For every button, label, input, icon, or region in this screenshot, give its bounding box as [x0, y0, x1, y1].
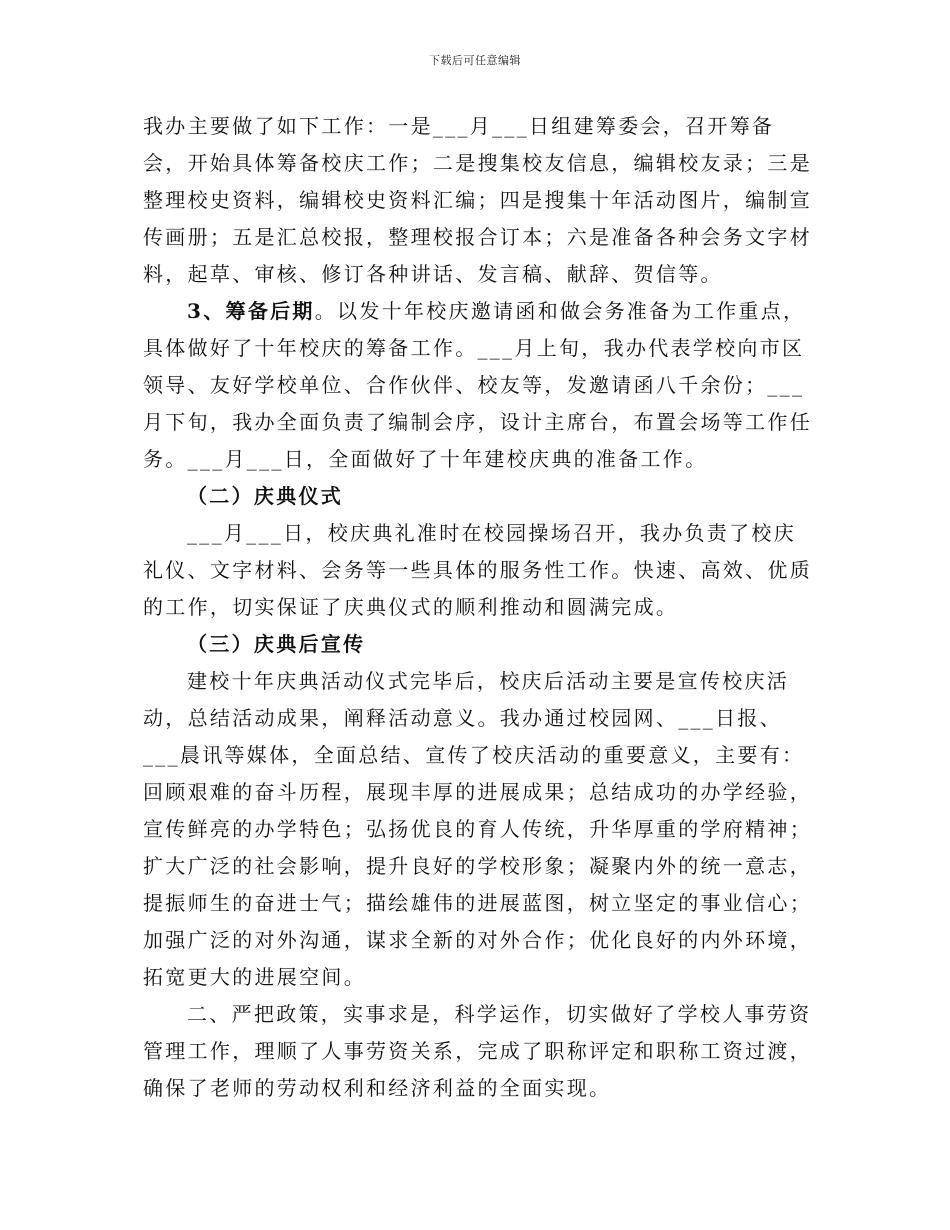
section-heading-publicity: （三）庆典后宣传: [187, 632, 366, 656]
section-heading-ceremony: （二）庆典仪式: [187, 484, 344, 508]
paragraph-late-preparation-text: 。以发十年校庆邀请函和做会务准备为工作重点，具体做好了十年校庆的筹备工作。___月上旬，我办代表学校向市区领导、友好学校单位、合作伙伴、校友等，发邀请函八千余份；___月下旬，我办全面负责了编制会序，设计主席台，布置会场等工作任务。___月___日，全面做好了十年建校庆典的准备工作。: [143, 299, 812, 471]
paragraph-late-preparation-lead: 3、筹备后期: [187, 299, 315, 323]
paragraph-ceremony: ___月___日，校庆典礼准时在校园操场召开，我办负责了校庆礼仪、文字材料、会务等一些具体的服务性工作。快速、高效、优质的工作，切实保证了庆典仪式的顺利推动和圆满完成。: [143, 521, 812, 619]
page-header: 下载后可任意编辑: [429, 54, 521, 67]
paragraph-personnel: 二、严把政策，实事求是，科学运作，切实做好了学校人事劳资管理工作，理顺了人事劳资关系，完成了职称评定和职称工资过渡，确保了老师的劳动权利和经济利益的全面实现。: [143, 1002, 812, 1100]
paragraph-publicity: 建校十年庆典活动仪式完毕后，校庆后活动主要是宣传校庆活动，总结活动成果，阐释活动意义。我办通过校园网、___日报、___晨讯等媒体，全面总结、宣传了校庆活动的重要意义，主要有：回顾艰难的奋斗历程，展现丰厚的进展成果；总结成功的办学经验，宣传鲜亮的办学特色；弘扬优良的育人传统，升华厚重的学府精神；扩大广泛的社会影响，提升良好的学校形象；凝聚内外的统一意志，提振师生的奋进士气；描绘雄伟的进展蓝图，树立坚定的事业信心；加强广泛的对外沟通，谋求全新的对外合作；优化良好的内外环境，拓宽更大的进展空间。: [143, 669, 812, 989]
paragraph-late-preparation: [143, 293, 813, 478]
paragraph-tasks: 我办主要做了如下工作：一是___月___日组建筹委会，召开筹备会，开始具体筹备校庆工作；二是搜集校友信息，编辑校友录；三是整理校史资料，编辑校史资料汇编；四是搜集十年活动图片，编制宣传画册；五是汇总校报，整理校报合订本；六是准备各种会务文字材料，起草、审核、修订各种讲话、发言稿、献辞、贺信等。: [143, 114, 812, 286]
document-body: [143, 108, 813, 1107]
